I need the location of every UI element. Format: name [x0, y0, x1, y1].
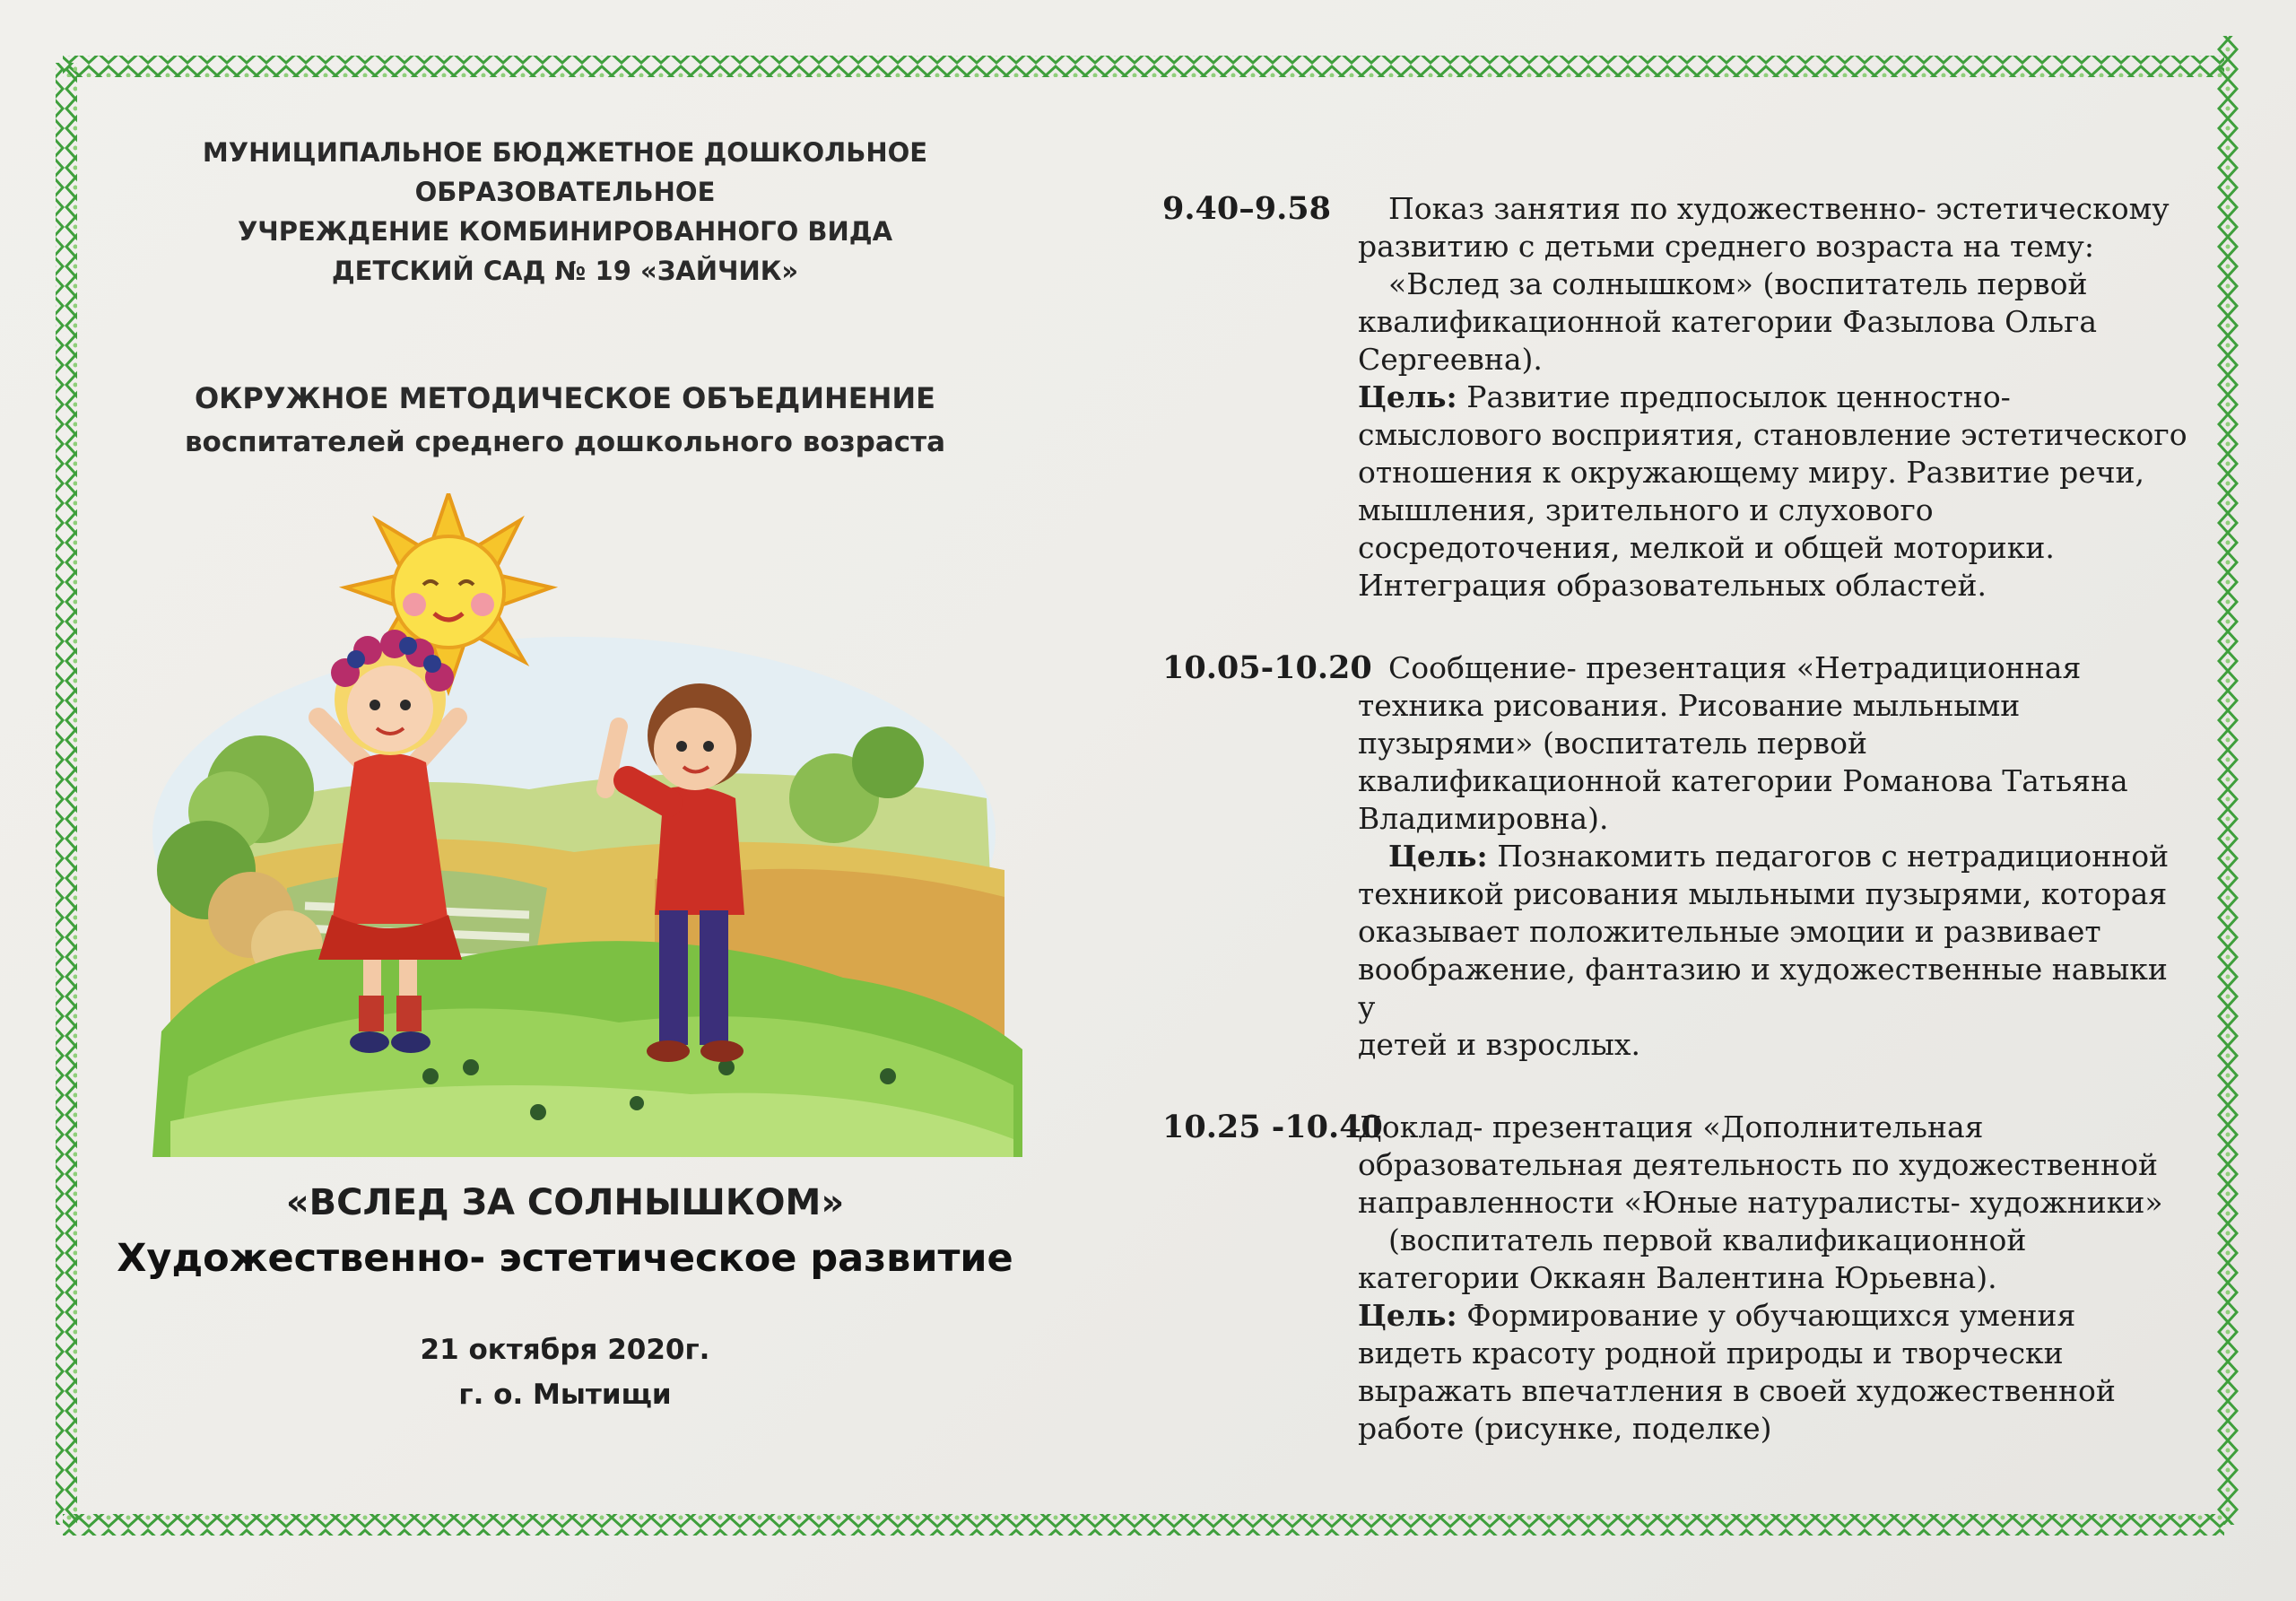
goal-label: Цель: — [1388, 839, 1488, 874]
program-time: 10.25 -10.40 — [1162, 1109, 1383, 1145]
program-time: 9.40–9.58 — [1162, 190, 1331, 227]
program-item — [1162, 1109, 2192, 1448]
program-line: направленности «Юные натуралисты- художники» — [1358, 1185, 2163, 1220]
program-line: Показ занятия по художественно- эстетическому — [1388, 191, 2170, 226]
program-line: квалификационной категории Романова Татьяна — [1358, 763, 2128, 798]
institution-name — [108, 133, 1022, 291]
program-line: техника рисования. Рисование мыльными — [1358, 688, 2021, 723]
program-line: Сообщение- презентация «Нетрадиционная — [1388, 650, 2082, 685]
institution-line: МУНИЦИПАЛЬНОЕ БЮДЖЕТНОЕ ДОШКОЛЬНОЕ — [202, 137, 928, 168]
event-date: 21 октября 2020г. — [420, 1334, 710, 1366]
program-line: «Вслед за солнышком» (воспитатель первой — [1388, 266, 2088, 301]
program-description — [1358, 1109, 2192, 1448]
goal-line: Интеграция образовательных областей. — [1358, 568, 1987, 603]
goal-line: отношения к окружающему миру. Развитие речи, — [1358, 455, 2145, 490]
program-description — [1358, 190, 2192, 605]
association-title: ОКРУЖНОЕ МЕТОДИЧЕСКОЕ ОБЪЕДИНЕНИЕ — [194, 381, 936, 415]
program-line: категории Оккаян Валентина Юрьевна). — [1358, 1260, 1997, 1295]
goal-line: детей и взрослых. — [1358, 1027, 1640, 1062]
program-schedule — [1162, 190, 2192, 1448]
goal-line: выражать впечатления в своей художественной — [1358, 1373, 2116, 1408]
goal-text: Формирование у обучающихся умения — [1466, 1298, 2076, 1333]
program-item — [1162, 190, 2192, 605]
goal-line: мышления, зрительного и слухового — [1358, 492, 1934, 527]
program-line: образовательная деятельность по художественной — [1358, 1147, 2158, 1182]
goal-line: оказывает положительные эмоции и развивает — [1358, 914, 2101, 949]
institution-line: ОБРАЗОВАТЕЛЬНОЕ — [414, 177, 716, 207]
goal-text: Развитие предпосылок ценностно- — [1466, 379, 2011, 414]
program-line: развитию с детьми среднего возраста на тему: — [1358, 229, 2094, 264]
goal-line: смыслового восприятия, становление эстетического — [1358, 417, 2187, 452]
goal-label: Цель: — [1358, 1298, 1457, 1333]
event-place: г. о. Мытищи — [458, 1379, 672, 1411]
goal-label: Цель: — [1358, 379, 1457, 414]
program-time: 10.05-10.20 — [1162, 649, 1372, 686]
association-subtitle: воспитателей среднего дошкольного возраста — [184, 426, 946, 458]
program-line: (воспитатель первой квалификационной — [1388, 1223, 2027, 1257]
goal-line: видеть красоту родной природы и творчески — [1358, 1336, 2064, 1370]
program-item — [1162, 649, 2192, 1064]
goal-line: воображение, фантазию и художественные навыки у — [1358, 952, 2168, 1024]
institution-line: ДЕТСКИЙ САД № 19 «ЗАЙЧИК» — [331, 256, 799, 286]
program-line: Доклад- презентация «Дополнительная — [1358, 1109, 1984, 1144]
program-line: Сергеевна). — [1358, 342, 1543, 377]
goal-text: Познакомить педагогов с нетрадиционной — [1497, 839, 2170, 874]
goal-line — [1358, 378, 2192, 416]
program-line: Владимировна). — [1358, 801, 1609, 836]
goal-line — [1358, 838, 2192, 875]
goal-line: сосредоточения, мелкой и общей моторики. — [1358, 530, 2055, 565]
program-line: квалификационной категории Фазылова Ольга — [1358, 304, 2098, 339]
goal-line — [1358, 1297, 2192, 1335]
program-line: пузырями» (воспитатель первой — [1358, 726, 1867, 761]
event-title: «ВСЛЕД ЗА СОЛНЫШКОМ» — [285, 1182, 845, 1223]
program-description — [1358, 649, 2192, 1064]
institution-line: УЧРЕЖДЕНИЕ КОМБИНИРОВАННОГО ВИДА — [237, 216, 893, 247]
event-subtitle: Художественно- эстетическое развитие — [117, 1236, 1013, 1281]
goal-line: техникой рисования мыльными пузырями, которая — [1358, 876, 2168, 911]
sun-and-children-illustration — [152, 493, 1031, 1157]
goal-line: работе (рисунке, поделке) — [1358, 1411, 1772, 1446]
